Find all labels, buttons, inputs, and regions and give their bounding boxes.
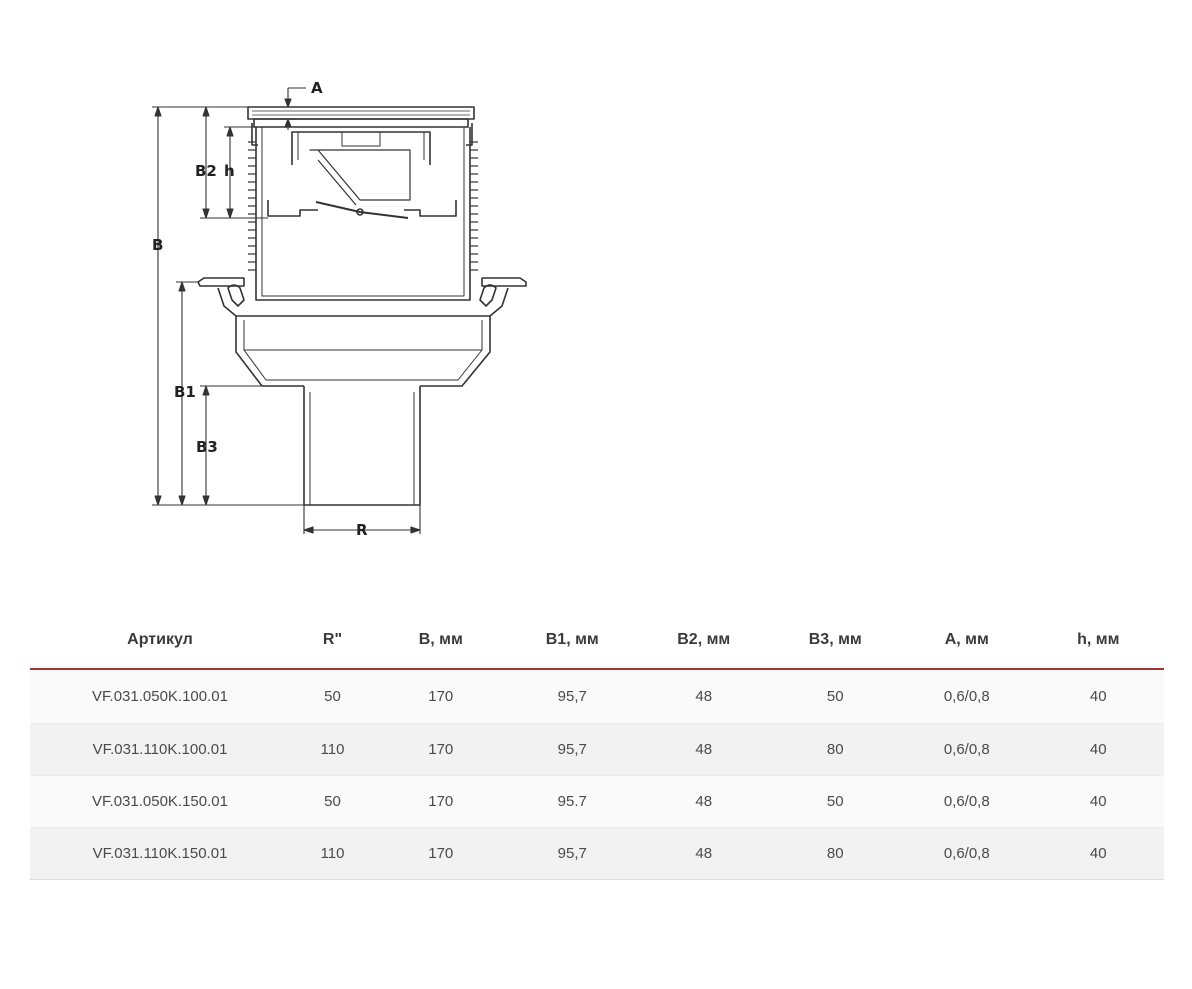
cell-h: 40 xyxy=(1033,776,1165,828)
cell-a: 0,6/0,8 xyxy=(901,669,1033,724)
label-b1: B1 xyxy=(174,383,196,401)
flange xyxy=(198,278,526,316)
outlet-pipe xyxy=(304,386,420,505)
dimension-labels xyxy=(152,79,368,539)
table-row xyxy=(30,776,1164,828)
ribs-left xyxy=(248,142,256,270)
cell-r: 110 xyxy=(290,828,375,880)
siphon-insert xyxy=(268,132,456,218)
header-h: h, мм xyxy=(1033,612,1165,669)
label-r: R xyxy=(356,521,368,539)
cell-b1: 95,7 xyxy=(507,669,639,724)
cell-h: 40 xyxy=(1033,828,1165,880)
cell-r: 50 xyxy=(290,776,375,828)
cell-b3: 50 xyxy=(770,776,902,828)
label-b: B xyxy=(152,236,164,254)
cell-b: 170 xyxy=(375,724,507,776)
header-a: A, мм xyxy=(901,612,1033,669)
lower-bowl xyxy=(236,316,490,386)
label-h: h xyxy=(224,162,235,180)
label-b2: B2 xyxy=(195,162,217,180)
cell-article: VF.031.050K.150.01 xyxy=(30,776,290,828)
cell-article: VF.031.110K.100.01 xyxy=(30,724,290,776)
cell-b3: 50 xyxy=(770,669,902,724)
cell-b1: 95.7 xyxy=(507,776,639,828)
cell-r: 50 xyxy=(290,669,375,724)
cell-b2: 48 xyxy=(638,776,770,828)
label-a: A xyxy=(311,79,323,97)
cell-a: 0,6/0,8 xyxy=(901,776,1033,828)
cell-article: VF.031.110K.150.01 xyxy=(30,828,290,880)
header-b1: B1, мм xyxy=(507,612,639,669)
label-b3: B3 xyxy=(196,438,218,456)
cell-b1: 95,7 xyxy=(507,828,639,880)
cell-r: 110 xyxy=(290,724,375,776)
cell-b2: 48 xyxy=(638,669,770,724)
cell-article: VF.031.050K.100.01 xyxy=(30,669,290,724)
cell-b3: 80 xyxy=(770,828,902,880)
header-b3: B3, мм xyxy=(770,612,902,669)
cell-h: 40 xyxy=(1033,724,1165,776)
cell-b: 170 xyxy=(375,776,507,828)
cell-b1: 95,7 xyxy=(507,724,639,776)
table-header-row xyxy=(30,612,1164,669)
cell-b2: 48 xyxy=(638,724,770,776)
cell-b: 170 xyxy=(375,828,507,880)
cell-b2: 48 xyxy=(638,828,770,880)
table-row xyxy=(30,669,1164,724)
dimension-lines xyxy=(152,88,420,534)
cell-b3: 80 xyxy=(770,724,902,776)
table-row xyxy=(30,828,1164,880)
ribs-right xyxy=(470,142,478,270)
header-r: R" xyxy=(290,612,375,669)
cell-h: 40 xyxy=(1033,669,1165,724)
cell-a: 0,6/0,8 xyxy=(901,724,1033,776)
cell-b: 170 xyxy=(375,669,507,724)
grate-plate xyxy=(248,107,474,127)
cell-a: 0,6/0,8 xyxy=(901,828,1033,880)
header-article: Артикул xyxy=(30,612,290,669)
header-b: B, мм xyxy=(375,612,507,669)
table-row xyxy=(30,724,1164,776)
header-b2: B2, мм xyxy=(638,612,770,669)
spec-table xyxy=(30,612,1164,880)
